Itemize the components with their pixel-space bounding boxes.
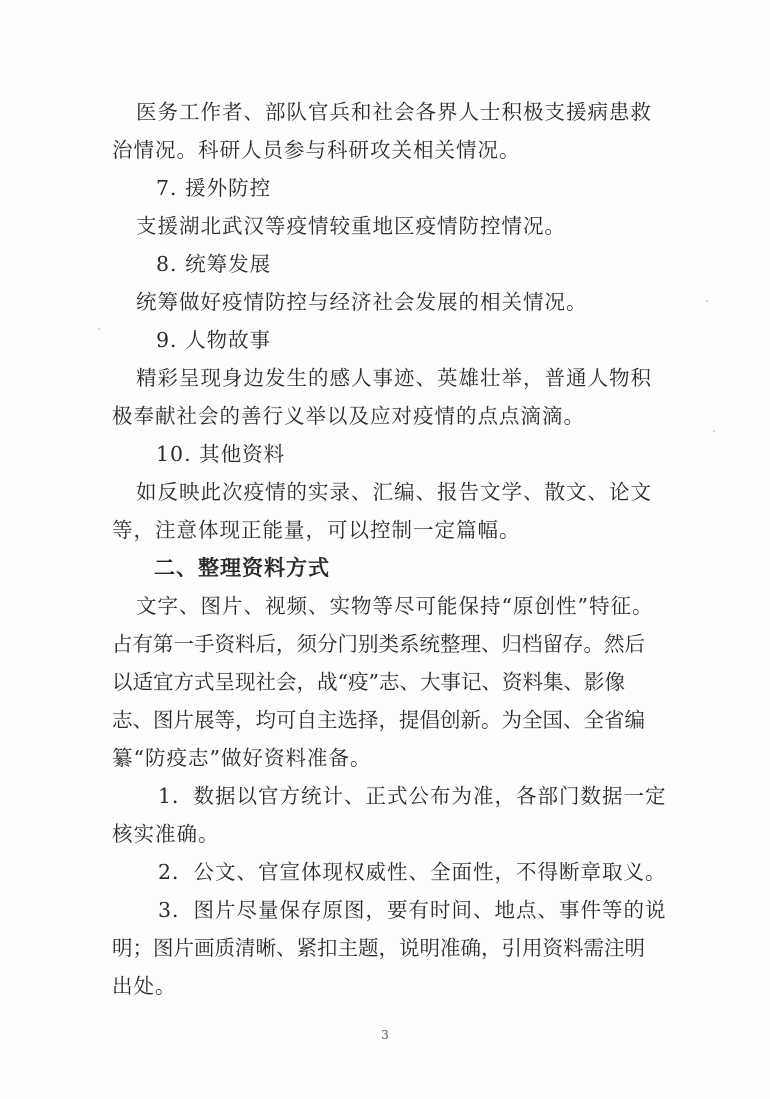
list-item-3: 3．图片尽量保存原图，要有时间、地点、事件等的说 <box>158 898 667 922</box>
section-heading: 二、整理资料方式 <box>154 556 330 580</box>
body-line: 文字、图片、视频、实物等尽可能保持“原创性”特征。 <box>136 594 654 618</box>
body-line: 以适宜方式呈现社会，战“疫”志、大事记、资料集、影像 <box>112 670 625 694</box>
body-line: 明；图片画质清晰、紧扣主题，说明准确，引用资料需注明 <box>112 936 645 960</box>
section-title-8: 8. 统筹发展 <box>156 252 272 276</box>
page-number: 3 <box>381 1028 389 1042</box>
scan-speck <box>98 328 100 330</box>
list-item-2: 2．公文、官宣体现权威性、全面性，不得断章取义。 <box>158 860 667 884</box>
body-line: 治情况。科研人员参与科研攻关相关情况。 <box>112 138 521 162</box>
section-title-9: 9. 人物故事 <box>156 328 272 352</box>
body-line: 志、图片展等，均可自主选择，提倡创新。为全国、全省编 <box>112 708 645 732</box>
body-line: 纂“防疫志”做好资料准备。 <box>112 746 372 770</box>
list-item-1: 1．数据以官方统计、正式公布为准，各部门数据一定 <box>158 784 667 808</box>
body-line: 统筹做好疫情防控与经济社会发展的相关情况。 <box>136 290 588 314</box>
body-line: 精彩呈现身边发生的感人事迹、英雄壮举，普通人物积 <box>136 366 652 390</box>
scan-speck <box>713 430 715 432</box>
body-line: 核实准确。 <box>112 822 220 846</box>
body-line: 占有第一手资料后，须分门别类系统整理、归档留存。然后 <box>112 632 645 656</box>
body-line: 支援湖北武汉等疫情较重地区疫情防控情况。 <box>136 214 566 238</box>
body-line: 极奉献社会的善行义举以及应对疫情的点点滴滴。 <box>112 404 585 428</box>
body-line: 出处。 <box>112 974 177 998</box>
body-line: 等，注意体现正能量，可以控制一定篇幅。 <box>112 518 521 542</box>
section-title-7: 7. 援外防控 <box>156 176 272 200</box>
section-title-10: 10. 其他资料 <box>156 442 286 466</box>
body-line: 医务工作者、部队官兵和社会各界人士积极支援病患救 <box>136 100 652 124</box>
scan-speck <box>706 300 708 302</box>
body-line: 如反映此次疫情的实录、汇编、报告文学、散文、论文 <box>136 480 652 504</box>
